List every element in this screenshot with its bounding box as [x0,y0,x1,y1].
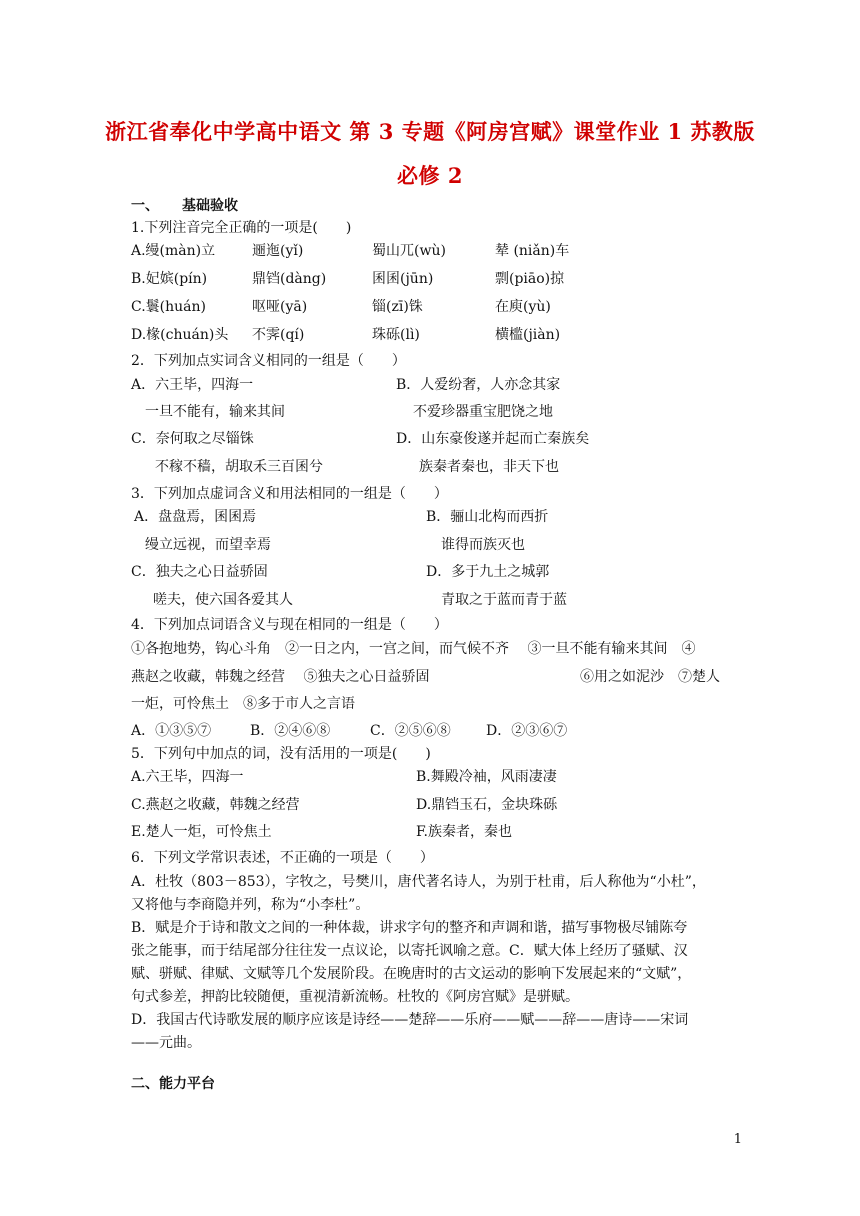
q3-option-c-line2: 嗟夫，使六国各爱其人 [153,592,293,608]
q4-stem: 4．下列加点词语含义与现在相同的一组是（ ） [131,617,448,633]
q1-stem: 1.下列注音完全正确的一项是( ) [131,220,352,236]
q6-text-line: B．赋是介于诗和散文之间的一种体裁，讲求字句的整齐和声调和谐，描写事物极尽铺陈夸 [131,920,688,936]
q1-option-c-2: 呕哑(yā) [252,299,308,315]
q4-option-b: B．②④⑥⑧ [250,723,331,739]
q1-option-a-3: 蜀山兀(wù) [372,243,446,259]
q4-item-line1: ①各抱地势，钩心斗角 ②一日之内，一宫之间，而气候不齐 ③一旦不能有输来其间 ④ [131,641,696,657]
q1-option-b-3: 囷囷(jūn) [372,271,434,287]
q1-option-a-4: 辇 (niǎn)车 [495,243,570,259]
q3-option-a-line1: A．盘盘焉，囷囷焉 [134,509,257,525]
q1-option-d-3: 珠砾(lì) [372,327,420,343]
q5-option-d: D.鼎铛玉石，金块珠砾 [416,797,558,813]
q4-option-c: C．②⑤⑥⑧ [370,723,451,739]
q3-option-d-line1: D．多于九土之城郭 [426,564,550,580]
q3-option-c-line1: C．独夫之心日益骄固 [131,564,268,580]
q2-option-d-line2: 族秦者秦也，非天下也 [419,459,559,475]
q6-text-line: 又将他与李商隐并列，称为“小李杜”。 [131,897,370,913]
q2-option-c-line1: C．奈何取之尽锱铢 [131,431,254,447]
q4-item-line2-right: ⑥用之如泥沙 ⑦楚人 [580,669,720,685]
q2-option-b-line2: 不爱珍器重宝肥饶之地 [413,404,553,420]
q4-item-line3: 一炬，可怜焦土 ⑧多于市人之言语 [131,696,355,712]
q4-option-d: D．②③⑥⑦ [486,723,568,739]
page-number: 1 [733,1132,742,1147]
q1-option-a-1: A.缦(màn)立 [131,243,216,259]
q5-stem: 5．下列句中加点的词，没有活用的一项是( ) [131,746,431,762]
q6-stem: 6．下列文学常识表述，不正确的一项是（ ） [131,850,434,866]
q5-option-f: F.族秦者，秦也 [416,824,512,840]
q1-option-d-1: D.椽(chuán)头 [131,327,229,343]
q6-text-line: 张之能事，而于结尾部分往往发一点议论，以寄托讽喻之意。C．赋大体上经历了骚赋、汉 [131,943,688,959]
q1-option-b-1: B.妃嫔(pín) [131,271,208,287]
q4-item-line2-left: 燕赵之收藏，韩魏之经营 ⑤独夫之心日益骄固 [131,669,430,685]
q6-text-line: D．我国古代诗歌发展的顺序应该是诗经——楚辞——乐府——赋——辞——唐诗——宋词 [131,1012,689,1028]
q1-option-a-2: 逦迤(yǐ) [252,243,304,259]
q5-option-e: E.楚人一炬，可怜焦土 [131,824,272,840]
q2-option-a-line2: 一旦不能有，输来其间 [145,404,285,420]
q5-option-b: B.舞殿冷袖，风雨凄凄 [416,769,557,785]
q6-text-line: A．杜牧（803－853），字牧之，号樊川，唐代著名诗人，为别于杜甫，后人称他为“小杜”， [131,874,706,890]
q6-text-line: 赋、骈赋、律赋、文赋等几个发展阶段。在晚唐时的古文运动的影响下发展起来的“文赋”， [131,966,692,982]
q3-stem: 3．下列加点虚词含义和用法相同的一组是（ ） [131,486,448,502]
q1-option-d-2: 不霁(qí) [252,327,305,343]
section-1-number: 一、 [131,198,159,214]
document-title-continued: 必修 2 [397,163,463,188]
q3-option-b-line1: B．骊山北构而西折 [426,509,549,525]
q1-option-c-1: C.鬟(huán) [131,299,206,315]
q5-option-c: C.燕赵之收藏，韩魏之经营 [131,797,300,813]
q2-option-b-line1: B．人爱纷奢，人亦念其家 [396,377,561,393]
q1-option-b-4: 剽(piāo)掠 [495,271,565,287]
q1-option-c-3: 锱(zī)铢 [372,299,423,315]
q3-option-a-line2: 缦立远视，而望幸焉 [145,537,271,553]
section-2-heading: 二、能力平台 [131,1076,215,1092]
q5-option-a: A.六王毕，四海一 [131,769,244,785]
q2-option-d-line1: D．山东豪俊遂并起而亡秦族矣 [396,431,590,447]
q3-option-b-line2: 谁得而族灭也 [441,537,525,553]
q1-option-c-4: 在庾(yù) [495,299,551,315]
q2-option-c-line2: 不稼不穑，胡取禾三百囷兮 [155,459,323,475]
q2-stem: 2．下列加点实词含义相同的一组是（ ） [131,353,406,369]
q6-text-line: ——元曲。 [131,1035,201,1051]
q3-option-d-line2: 青取之于蓝而青于蓝 [441,592,567,608]
section-1-heading: 基础验收 [182,198,238,214]
document-title: 浙江省奉化中学高中语文 第 3 专题《阿房宫赋》课堂作业 1 苏教版 [105,119,755,144]
q1-option-d-4: 横槛(jiàn) [495,327,561,343]
q4-option-a: A．①③⑤⑦ [131,723,212,739]
q2-option-a-line1: A．六王毕，四海一 [131,377,254,393]
q6-text-line: 句式参差，押韵比较随便，重视清新流畅。杜牧的《阿房宫赋》是骈赋。 [131,989,579,1005]
q1-option-b-2: 鼎铛(dàng) [252,271,327,287]
